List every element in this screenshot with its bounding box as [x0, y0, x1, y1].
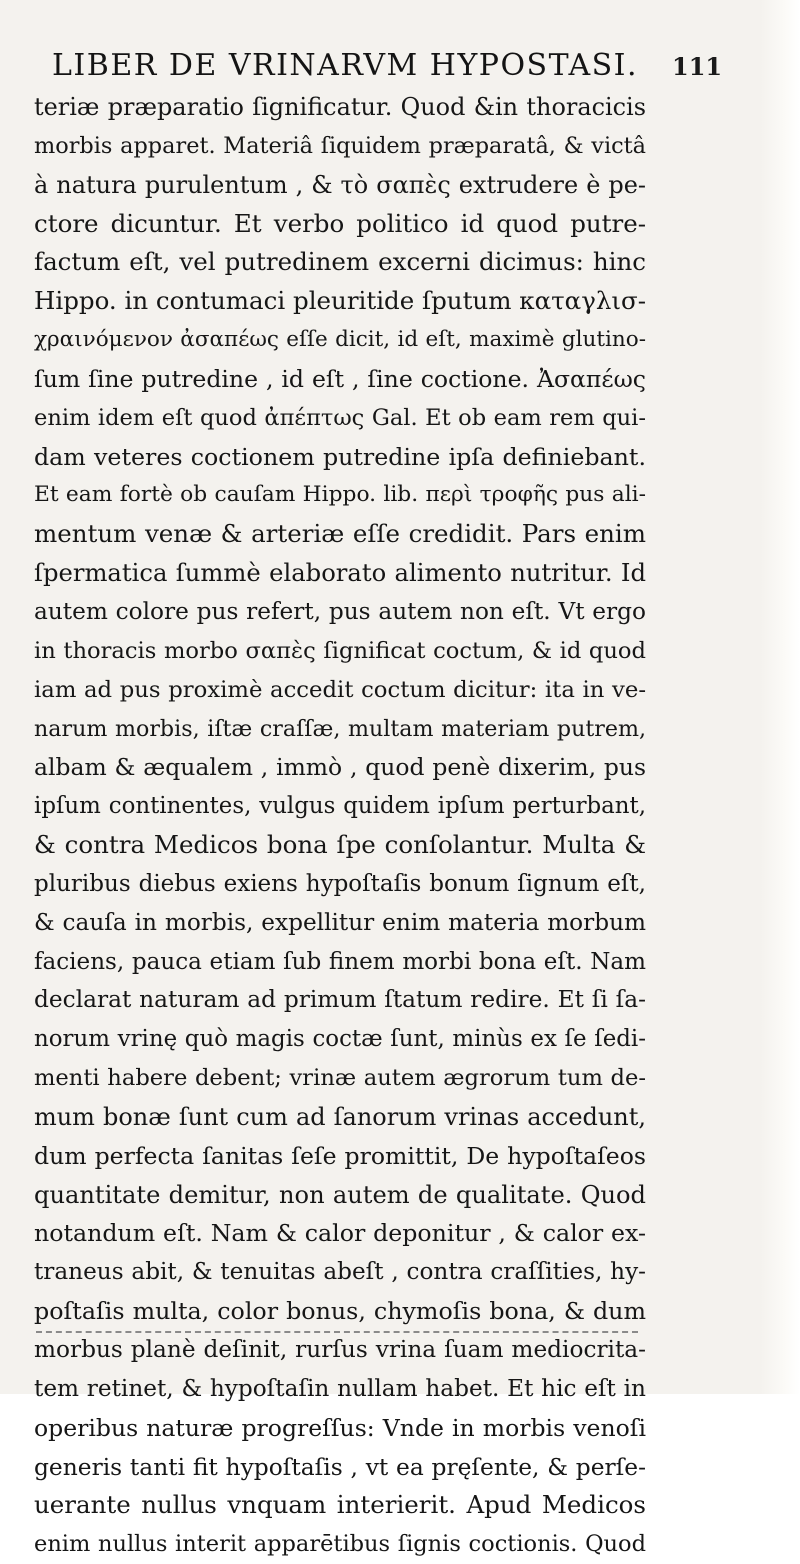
text-line: in thoracis morbo σαπὲς ſignificat coctum, & id quod [34, 637, 646, 664]
text-line: norum vrinę quò magis coctæ ſunt, minùs ex ſe ſedi- [34, 1026, 646, 1053]
text-line: morbis apparet. Materiâ ſiquidem præparatâ, & victâ [34, 132, 646, 159]
text-line: ipſum continentes, vulgus quidem ipſum perturbant, [34, 793, 646, 820]
text-line: enim nullus interit apparētibus ſignis coctionis. Quod [34, 1531, 646, 1558]
page-header [52, 48, 752, 88]
text-line: narum morbis, iſtæ craſſæ, multam materiam putrem, [34, 715, 646, 742]
text-line: & contra Medicos bona ſpe conſolantur. Multa & [34, 830, 646, 860]
paper-edge [760, 0, 800, 1394]
text-line: iam ad pus proximè accedit coctum dicitur: ita in ve- [34, 676, 646, 703]
text-line: teriæ præparatio ſignificatur. Quod &in thoracicis [34, 93, 646, 121]
text-line: declarat naturam ad primum ſtatum redire. Et ſi ſa- [34, 986, 646, 1014]
text-line: pluribus diebus exiens hypoſtaſis bonum ſignum eſt, [34, 870, 646, 897]
text-line: à natura purulentum , & τὸ σαπὲς extrudere è pe- [34, 170, 646, 199]
text-line: ſum ſine putredine , id eſt , ſine coctione. Ἀσαπέως [34, 364, 646, 393]
text-line: morbus planè deſinit, rurſus vrina ſuam mediocrita- [34, 1336, 646, 1363]
text-line: χραινόμενον ἀσαπέως eſſe dicit, id eſt, maximè glutino- [34, 327, 646, 353]
text-line: ſpermatica ſummè elaborato alimento nutritur. Id [34, 558, 646, 588]
body-text [34, 88, 646, 1564]
page-number: 111 [672, 52, 723, 81]
text-line: menti habere debent; vrinæ autem ægrorum tum de- [34, 1065, 646, 1092]
text-line: factum eſt, vel putredinem excerni dicimus: hinc [34, 247, 646, 277]
text-line: autem colore pus refert, pus autem non eſt. Vt ergo [34, 597, 646, 625]
text-line: quantitate demitur, non autem de qualitate. Quod [34, 1180, 646, 1209]
text-line: dum perfecta ſanitas ſeſe promittit, De hypoſtaſeos [34, 1141, 646, 1170]
text-line: poſtaſis multa, color bonus, chymoſis bona, & dum [34, 1297, 646, 1326]
bottom-rule [36, 1331, 638, 1333]
text-line: traneus abit, & tenuitas abeſt , contra craſſities, hy- [34, 1259, 646, 1286]
text-line: generis tanti fit hypoſtaſis , vt ea pręſente, & perſe- [34, 1452, 646, 1481]
text-line: dam veteres coctionem putredine ipſa definiebant. [34, 442, 646, 471]
text-line: faciens, pauca etiam ſub finem morbi bona eſt. Nam [34, 948, 646, 975]
text-line: Et eam fortè ob cauſam Hippo. lib. περὶ τροφῆς pus ali- [34, 482, 646, 508]
text-line: mum bonæ ſunt cum ad ſanorum vrinas accedunt, [34, 1102, 646, 1131]
text-line: albam & æqualem , immò , quod penè dixerim, pus [34, 753, 646, 782]
text-line: uerante nullus vnquam interierit. Apud Medicos [34, 1490, 646, 1520]
text-line: enim idem eſt quod ἀπέπτως Gal. Et ob eam rem qui- [34, 404, 646, 431]
text-line: operibus naturæ progreſſus: Vnde in morbis venoſi [34, 1413, 646, 1442]
text-line: ctore dicuntur. Et verbo politico id quod putre- [34, 208, 646, 238]
text-line: Hippo. in contumaci pleuritide ſputum καταγλισ- [34, 286, 646, 316]
text-line: tem retinet, & hypoſtaſin nullam habet. Et hic eſt in [34, 1374, 646, 1402]
text-line: notandum eſt. Nam & calor deponitur , & calor ex- [34, 1219, 646, 1248]
text-line: mentum venæ & arteriæ eſſe credidit. Pars enim [34, 519, 646, 549]
running-title: LIBER DE VRINARVM HYPOSTASI. [52, 48, 639, 83]
text-line: & cauſa in morbis, expellitur enim materia morbum [34, 908, 646, 936]
